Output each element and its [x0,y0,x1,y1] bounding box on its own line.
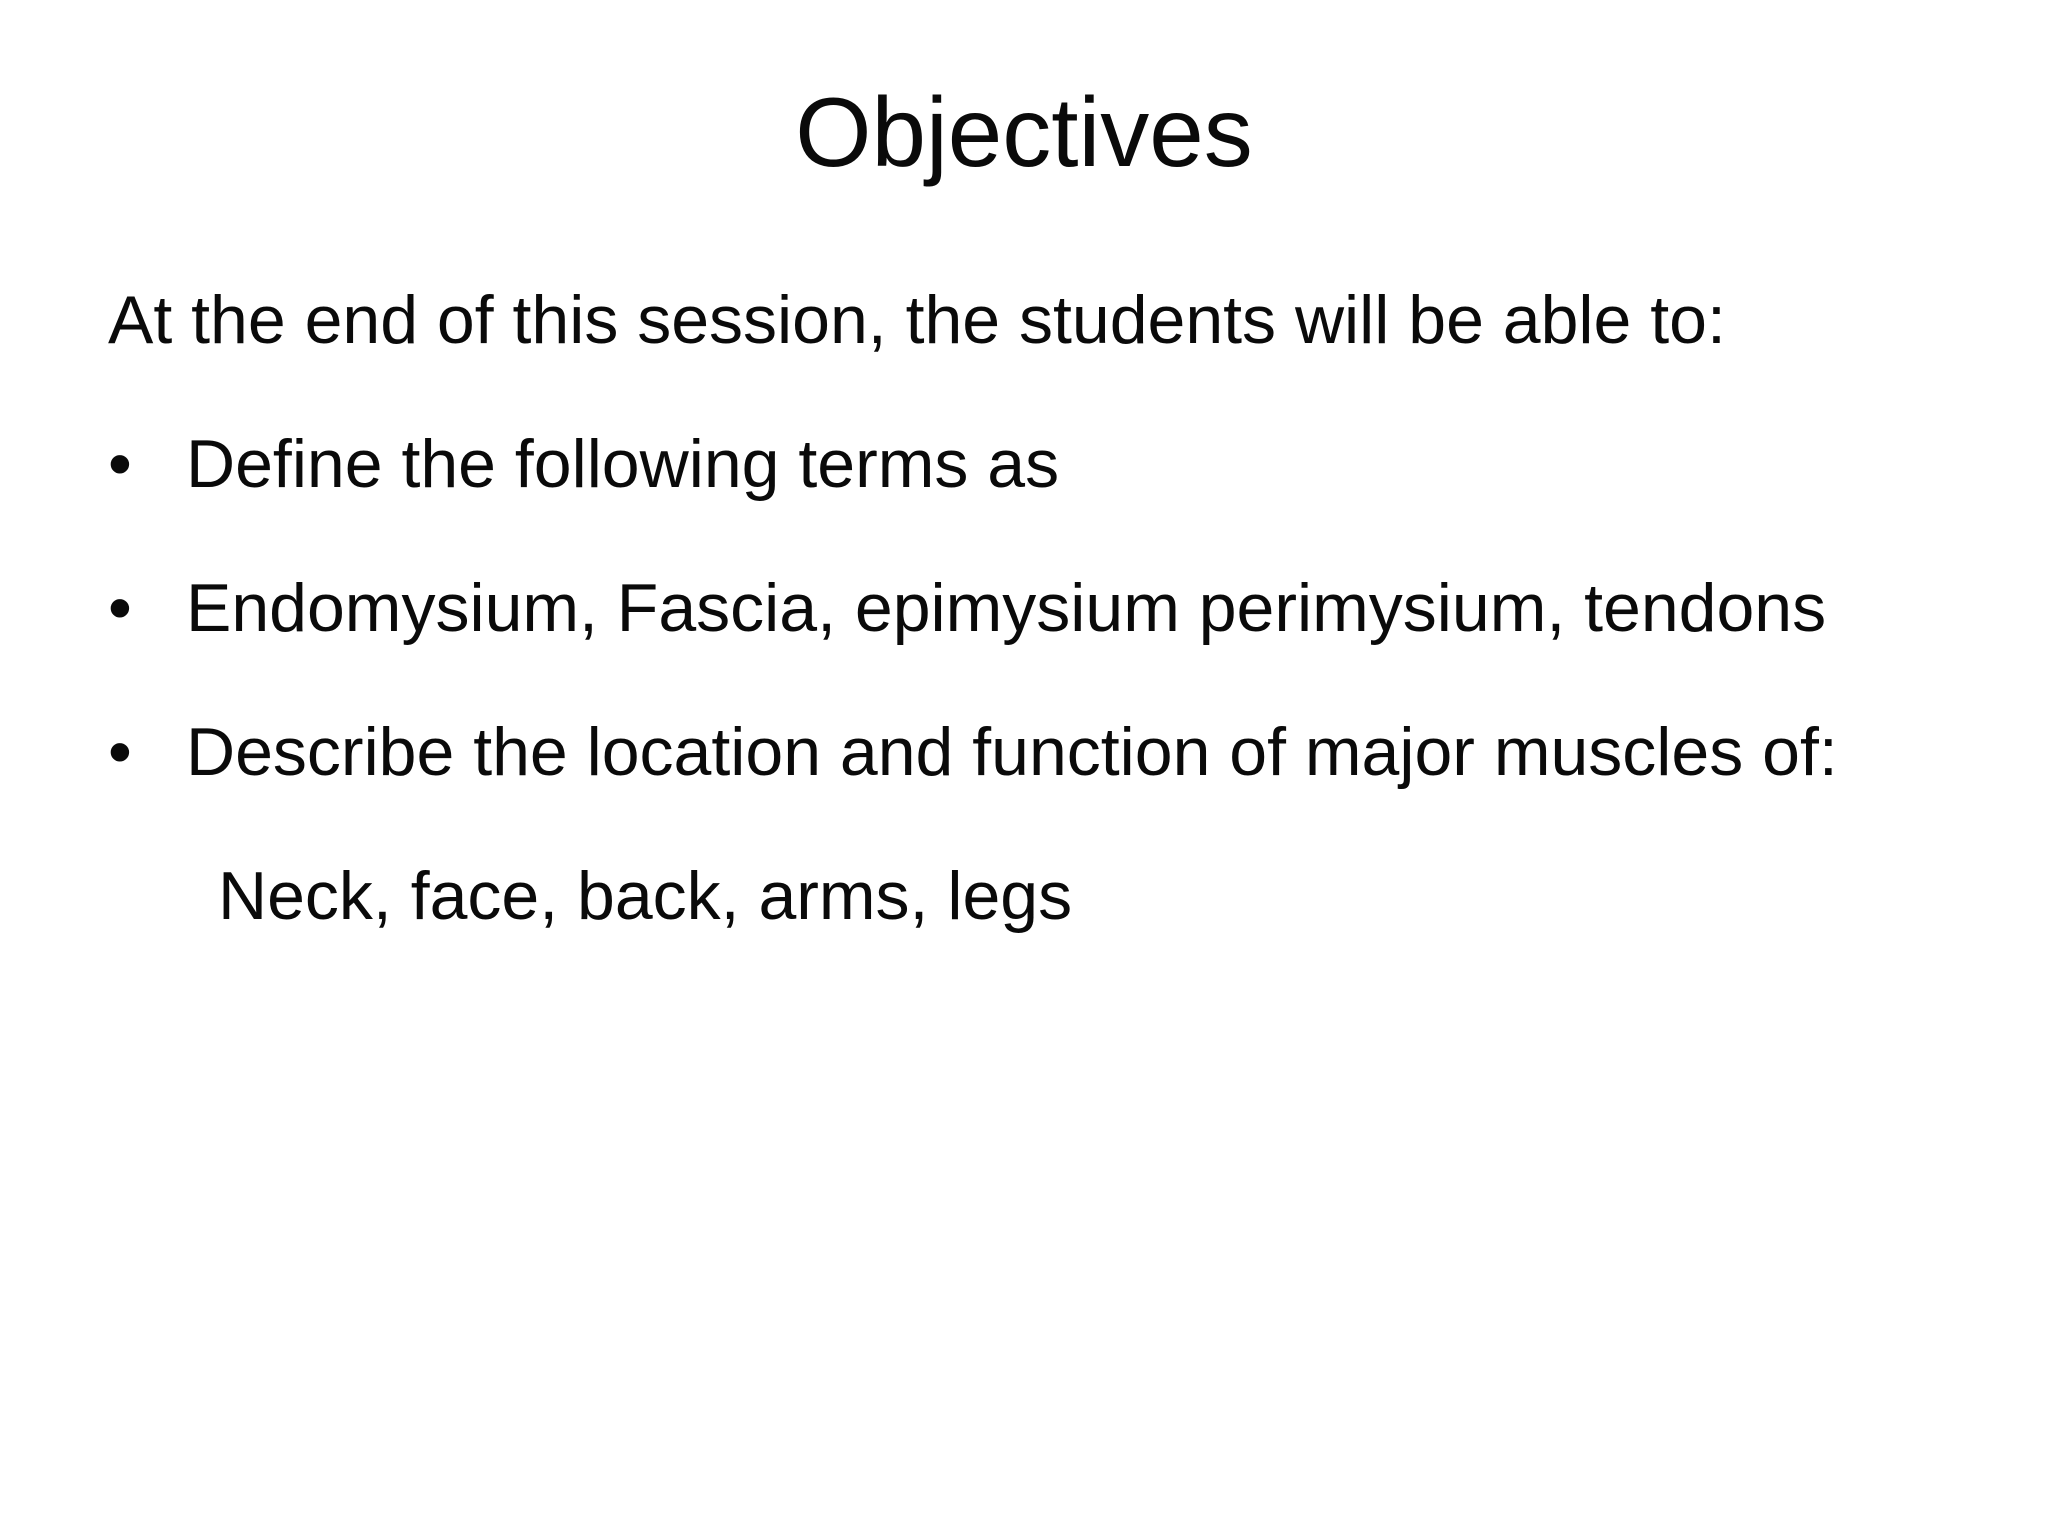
objective-text: Describe the location and function of major muscles of: [186,714,1838,790]
intro-text: At the end of this session, the students will be able to: [108,282,1726,358]
objective-text: Define the following terms as [186,426,1060,502]
objective-text: Endomysium, Fascia, epimysium perimysium, tendons [186,570,1827,646]
bullet-icon: • [108,570,132,646]
objective-item-describe [108,704,1988,800]
bullet-icon: • [108,714,132,790]
bullet-icon: • [108,426,132,502]
objective-item-terms [108,560,1988,656]
slide-body [108,272,1988,944]
objectives-list [108,416,1988,800]
muscle-regions-text: Neck, face, back, arms, legs [218,858,1073,934]
objective-item-define [108,416,1988,512]
slide-title: Objectives [795,77,1253,187]
